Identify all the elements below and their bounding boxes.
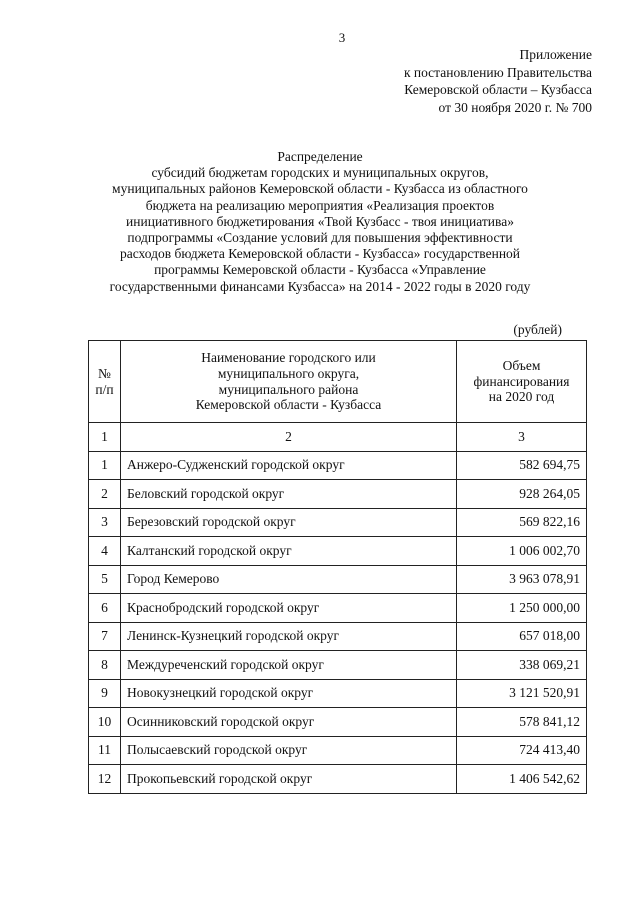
column-index: 2 <box>121 423 457 452</box>
table-row <box>89 451 587 480</box>
row-number: 11 <box>89 736 121 765</box>
municipality-name: Калтанский городской округ <box>121 537 457 566</box>
distribution-table <box>88 340 587 794</box>
appendix-line: Кемеровской области – Кузбасса <box>404 82 592 97</box>
funding-amount: 569 822,16 <box>457 508 587 537</box>
table-row <box>89 679 587 708</box>
row-number: 9 <box>89 679 121 708</box>
heading-line: субсидий бюджетам городских и муниципальных округов, <box>151 165 489 181</box>
funding-amount: 1 250 000,00 <box>457 594 587 623</box>
funding-amount: 338 069,21 <box>457 651 587 680</box>
row-number: 3 <box>89 508 121 537</box>
municipality-name: Прокопьевский городской округ <box>121 765 457 794</box>
table-row <box>89 765 587 794</box>
heading-line: Распределение <box>277 149 363 164</box>
funding-amount: 582 694,75 <box>457 451 587 480</box>
table-row <box>89 480 587 509</box>
row-number: 12 <box>89 765 121 794</box>
heading-line: инициативного бюджетирования «Твой Кузбасс - твоя инициатива» <box>126 213 514 229</box>
row-number: 2 <box>89 480 121 509</box>
funding-amount: 657 018,00 <box>457 622 587 651</box>
row-number: 8 <box>89 651 121 680</box>
heading-line: программы Кемеровской области - Кузбасса «Управление <box>154 262 486 278</box>
row-number: 6 <box>89 594 121 623</box>
heading-line: бюджета на реализацию мероприятия «Реализация проектов <box>145 197 495 213</box>
funding-amount: 724 413,40 <box>457 736 587 765</box>
header-amount: Объем финансирования на 2020 год <box>457 341 587 423</box>
funding-amount: 3 963 078,91 <box>457 565 587 594</box>
document-heading <box>70 149 570 295</box>
page-number: 3 <box>338 30 346 45</box>
table-row <box>89 565 587 594</box>
municipality-name: Полысаевский городской округ <box>121 736 457 765</box>
table-row <box>89 537 587 566</box>
table-row <box>89 708 587 737</box>
funding-amount: 578 841,12 <box>457 708 587 737</box>
table-row <box>89 594 587 623</box>
municipality-name: Осинниковский городской округ <box>121 708 457 737</box>
heading-line: расходов бюджета Кемеровской области - Кузбасса» государственной <box>119 246 521 262</box>
heading-line: подпрограммы «Создание условий для повышения эффективности <box>127 230 513 246</box>
row-number: 10 <box>89 708 121 737</box>
heading-line: государственными финансами Кузбасса» на 2014 - 2022 годы в 2020 году <box>109 278 531 294</box>
table-row <box>89 508 587 537</box>
row-number: 5 <box>89 565 121 594</box>
appendix-line: от 30 ноября 2020 г. № 700 <box>438 99 592 115</box>
appendix-line: Приложение <box>519 47 592 62</box>
municipality-name: Анжеро-Судженский городской округ <box>121 451 457 480</box>
appendix-block <box>340 46 592 116</box>
funding-amount: 1 006 002,70 <box>457 537 587 566</box>
municipality-name: Ленинск-Кузнецкий городской округ <box>121 622 457 651</box>
column-index-row <box>89 423 587 452</box>
appendix-line: к постановлению Правительства <box>403 64 592 80</box>
municipality-name: Город Кемерово <box>121 565 457 594</box>
municipality-name: Краснобродский городской округ <box>121 594 457 623</box>
municipality-name: Беловский городской округ <box>121 480 457 509</box>
table-row <box>89 651 587 680</box>
heading-line: муниципальных районов Кемеровской области - Кузбасса из областного <box>112 181 528 197</box>
column-index: 3 <box>457 423 587 452</box>
table-row <box>89 736 587 765</box>
funding-amount: 928 264,05 <box>457 480 587 509</box>
header-number: № п/п <box>89 341 121 423</box>
municipality-name: Междуреченский городской округ <box>121 651 457 680</box>
municipality-name: Новокузнецкий городской округ <box>121 679 457 708</box>
table-row <box>89 622 587 651</box>
table-header-row <box>89 341 587 423</box>
row-number: 7 <box>89 622 121 651</box>
funding-amount: 3 121 520,91 <box>457 679 587 708</box>
row-number: 4 <box>89 537 121 566</box>
municipality-name: Березовский городской округ <box>121 508 457 537</box>
funding-amount: 1 406 542,62 <box>457 765 587 794</box>
column-index: 1 <box>89 423 121 452</box>
units-label: (рублей) <box>513 322 562 337</box>
row-number: 1 <box>89 451 121 480</box>
header-name: Наименование городского или муниципального округа, муниципального района Кемеровской области - Кузбасса <box>121 341 457 423</box>
